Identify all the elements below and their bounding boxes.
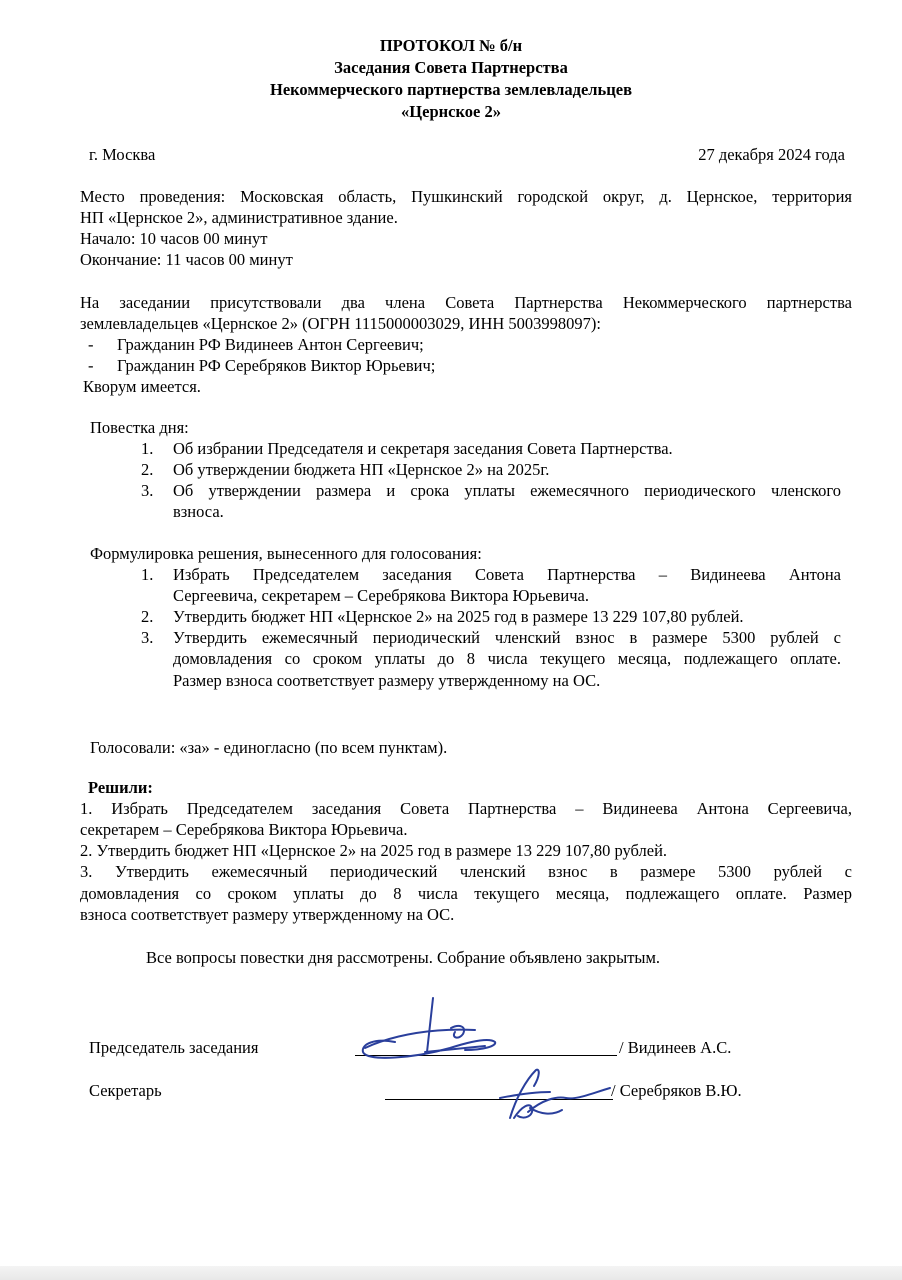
member-1: Гражданин РФ Видинеев Антон Сергеевич; (117, 335, 424, 354)
agenda-item-text: Об избрании Председателя и секретаря заседания Совета Партнерства. (173, 439, 673, 458)
quorum: Кворум имеется. (83, 377, 201, 396)
proposal-item-text: Утвердить ежемесячный периодический членский взнос в размере 5300 рублей с (173, 628, 841, 647)
attendance-line-2: землевладельцев «Цернское 2» (ОГРН 1115000003029, ИНН 5003998097): (80, 314, 602, 333)
proposal-item-text-3: Размер взноса соответствует размеру утвержденному на ОС. (173, 671, 601, 690)
document-subtitle-name: «Цернское 2» (401, 102, 501, 121)
chair-name: / Видинеев А.С. (619, 1038, 732, 1057)
chair-label: Председатель заседания (89, 1038, 259, 1057)
member-2: Гражданин РФ Серебряков Виктор Юрьевич; (117, 356, 436, 375)
document-subtitle-organization: Некоммерческого партнерства землевладельцев (269, 80, 632, 99)
decision-line: секретарем – Серебрякова Виктора Юрьевича. (80, 820, 408, 839)
place-line-2: НП «Цернское 2», административное здание. (80, 208, 398, 227)
start-time: Начало: 10 часов 00 минут (80, 229, 268, 248)
decision-line: 3. Утвердить ежемесячный периодический членский взнос в размере 5300 рублей с (80, 862, 852, 881)
member-dash-1: - (88, 335, 94, 354)
member-dash-2: - (88, 356, 94, 375)
proposal-item-text: Утвердить бюджет НП «Цернское 2» на 2025 год в размере 13 229 107,80 рублей. (173, 607, 744, 626)
agenda-item-number: 2. (141, 460, 154, 479)
document-subtitle-meeting: Заседания Совета Партнерства (334, 58, 568, 77)
agenda-item-number: 3. (141, 481, 154, 500)
proposal-item-text: Избрать Председателем заседания Совета Партнерства – Видинеева Антона (173, 565, 841, 584)
date: 27 декабря 2024 года (698, 145, 845, 164)
agenda-heading: Повестка дня: (90, 418, 189, 437)
decision-heading: Решили: (88, 778, 153, 797)
place-line-1: Место проведения: Московская область, Пушкинский городской округ, д. Цернское, территория (80, 187, 852, 206)
proposal-heading: Формулировка решения, вынесенного для голосования: (90, 544, 482, 563)
proposal-item-text-2: домовладения со сроком уплаты до 8 числа текущего месяца, подлежащего оплате. (173, 649, 841, 668)
agenda-item-text-2: взноса. (173, 502, 224, 521)
decision-line: 2. Утвердить бюджет НП «Цернское 2» на 2025 год в размере 13 229 107,80 рублей. (80, 841, 668, 860)
proposal-item-number: 2. (141, 607, 154, 626)
decision-line: домовладения со сроком уплаты до 8 числа текущего месяца, подлежащего оплате. Размер (80, 884, 852, 903)
agenda-item-text: Об утверждении размера и срока уплаты ежемесячного периодического членского (173, 481, 841, 500)
vote-result: Голосовали: «за» - единогласно (по всем пунктам). (90, 738, 448, 757)
agenda-item-number: 1. (141, 439, 154, 458)
decision-line: 1. Избрать Председателем заседания Совета Партнерства – Видинеева Антона Сергеевича, (80, 799, 852, 818)
decision-line: взноса соответствует размеру утвержденному на ОС. (80, 905, 455, 924)
city: г. Москва (89, 145, 156, 164)
proposal-item-text-2: Сергеевича, секретарем – Серебрякова Виктора Юрьевича. (173, 586, 589, 605)
proposal-item-number: 3. (141, 628, 154, 647)
agenda-item-text: Об утверждении бюджета НП «Цернское 2» на 2025г. (173, 460, 550, 479)
document-title: ПРОТОКОЛ № б/н (379, 36, 523, 55)
attendance-line-1: На заседании присутствовали два члена Совета Партнерства Некоммерческого партнерства (80, 293, 852, 312)
secretary-label: Секретарь (89, 1081, 162, 1100)
end-time: Окончание: 11 часов 00 минут (80, 250, 293, 269)
secretary-name: / Серебряков В.Ю. (611, 1081, 742, 1100)
proposal-item-number: 1. (141, 565, 154, 584)
closing-statement: Все вопросы повестки дня рассмотрены. Собрание объявлено закрытым. (146, 948, 661, 967)
secretary-signature (470, 1058, 620, 1138)
page-edge-shadow (0, 1266, 902, 1280)
